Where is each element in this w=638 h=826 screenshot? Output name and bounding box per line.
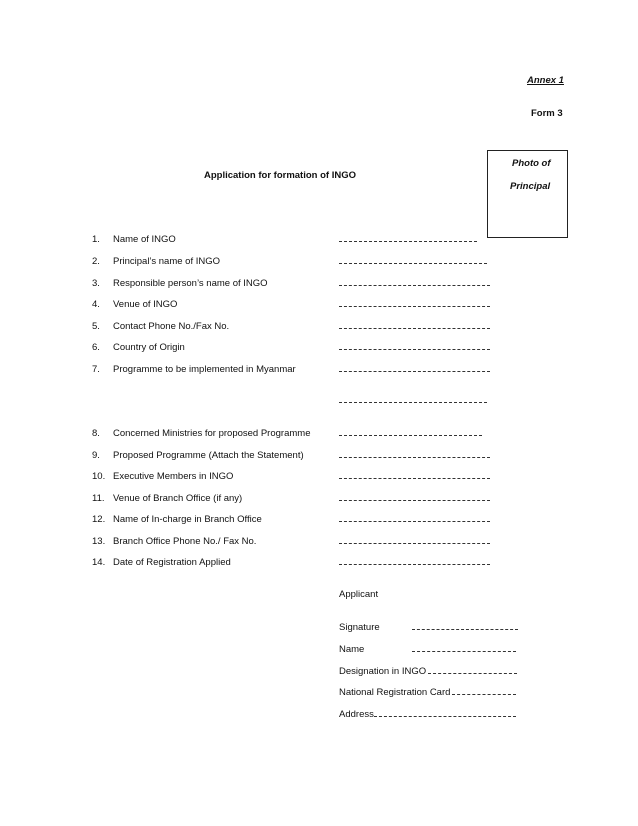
fill-line[interactable]	[339, 478, 490, 479]
fill-line[interactable]	[339, 349, 490, 350]
item-number: 4.	[92, 299, 100, 310]
item-label: Executive Members in INGO	[113, 471, 234, 482]
fill-line[interactable]	[339, 435, 482, 436]
fill-line[interactable]	[339, 457, 490, 458]
item-number: 5.	[92, 321, 100, 332]
fill-line[interactable]	[339, 521, 490, 522]
signature-line[interactable]	[412, 629, 518, 630]
form-title: Application for formation of INGO	[204, 170, 356, 181]
item-label: Contact Phone No./Fax No.	[113, 321, 230, 332]
nrc-line[interactable]	[452, 694, 516, 695]
name-label: Name	[339, 644, 365, 655]
item-label: Proposed Programme (Attach the Statement)	[113, 450, 304, 461]
form-number: Form 3	[531, 108, 563, 119]
item-number: 10.	[92, 471, 106, 482]
applicant-heading: Applicant	[339, 589, 379, 600]
item-label: Venue of Branch Office (if any)	[113, 493, 243, 504]
item-number: 12.	[92, 514, 106, 525]
item-label: Name of In-charge in Branch Office	[113, 514, 262, 525]
designation-line[interactable]	[428, 673, 517, 674]
item-number: 6.	[92, 342, 100, 353]
fill-line[interactable]	[339, 241, 477, 242]
item-number: 1.	[92, 234, 100, 245]
item-label: Responsible person’s name of INGO	[113, 278, 268, 289]
fill-line[interactable]	[339, 328, 490, 329]
fill-line[interactable]	[339, 402, 487, 403]
item-number: 2.	[92, 256, 100, 267]
item-label: Principal’s name of INGO	[113, 256, 221, 267]
fill-line[interactable]	[339, 500, 490, 501]
annex-label: Annex 1	[527, 75, 564, 86]
name-line[interactable]	[412, 651, 516, 652]
item-number: 3.	[92, 278, 100, 289]
address-line[interactable]	[374, 716, 516, 717]
fill-line[interactable]	[339, 543, 490, 544]
item-label: Concerned Ministries for proposed Programme	[113, 428, 311, 439]
designation-label: Designation in INGO	[339, 666, 427, 677]
fill-line[interactable]	[339, 564, 490, 565]
item-label: Date of Registration Applied	[113, 557, 231, 568]
fill-line[interactable]	[339, 306, 490, 307]
item-label: Branch Office Phone No./ Fax No.	[113, 536, 257, 547]
fill-line[interactable]	[339, 371, 490, 372]
item-number: 14.	[92, 557, 106, 568]
photo-label-line2: Principal	[510, 181, 551, 192]
fill-line[interactable]	[339, 285, 490, 286]
item-number: 13.	[92, 536, 106, 547]
item-number: 9.	[92, 450, 100, 461]
item-number: 8.	[92, 428, 100, 439]
photo-label-line1: Photo of	[512, 158, 551, 169]
nrc-label: National Registration Card	[339, 687, 451, 698]
item-label: Venue of INGO	[113, 299, 178, 310]
signature-label: Signature	[339, 622, 380, 633]
fill-line[interactable]	[339, 263, 487, 264]
address-label: Address	[339, 709, 374, 720]
item-number: 11.	[92, 493, 105, 504]
item-label: Programme to be implemented in Myanmar	[113, 364, 296, 375]
item-number: 7.	[92, 364, 100, 375]
item-label: Country of Origin	[113, 342, 185, 353]
item-label: Name of INGO	[113, 234, 176, 245]
